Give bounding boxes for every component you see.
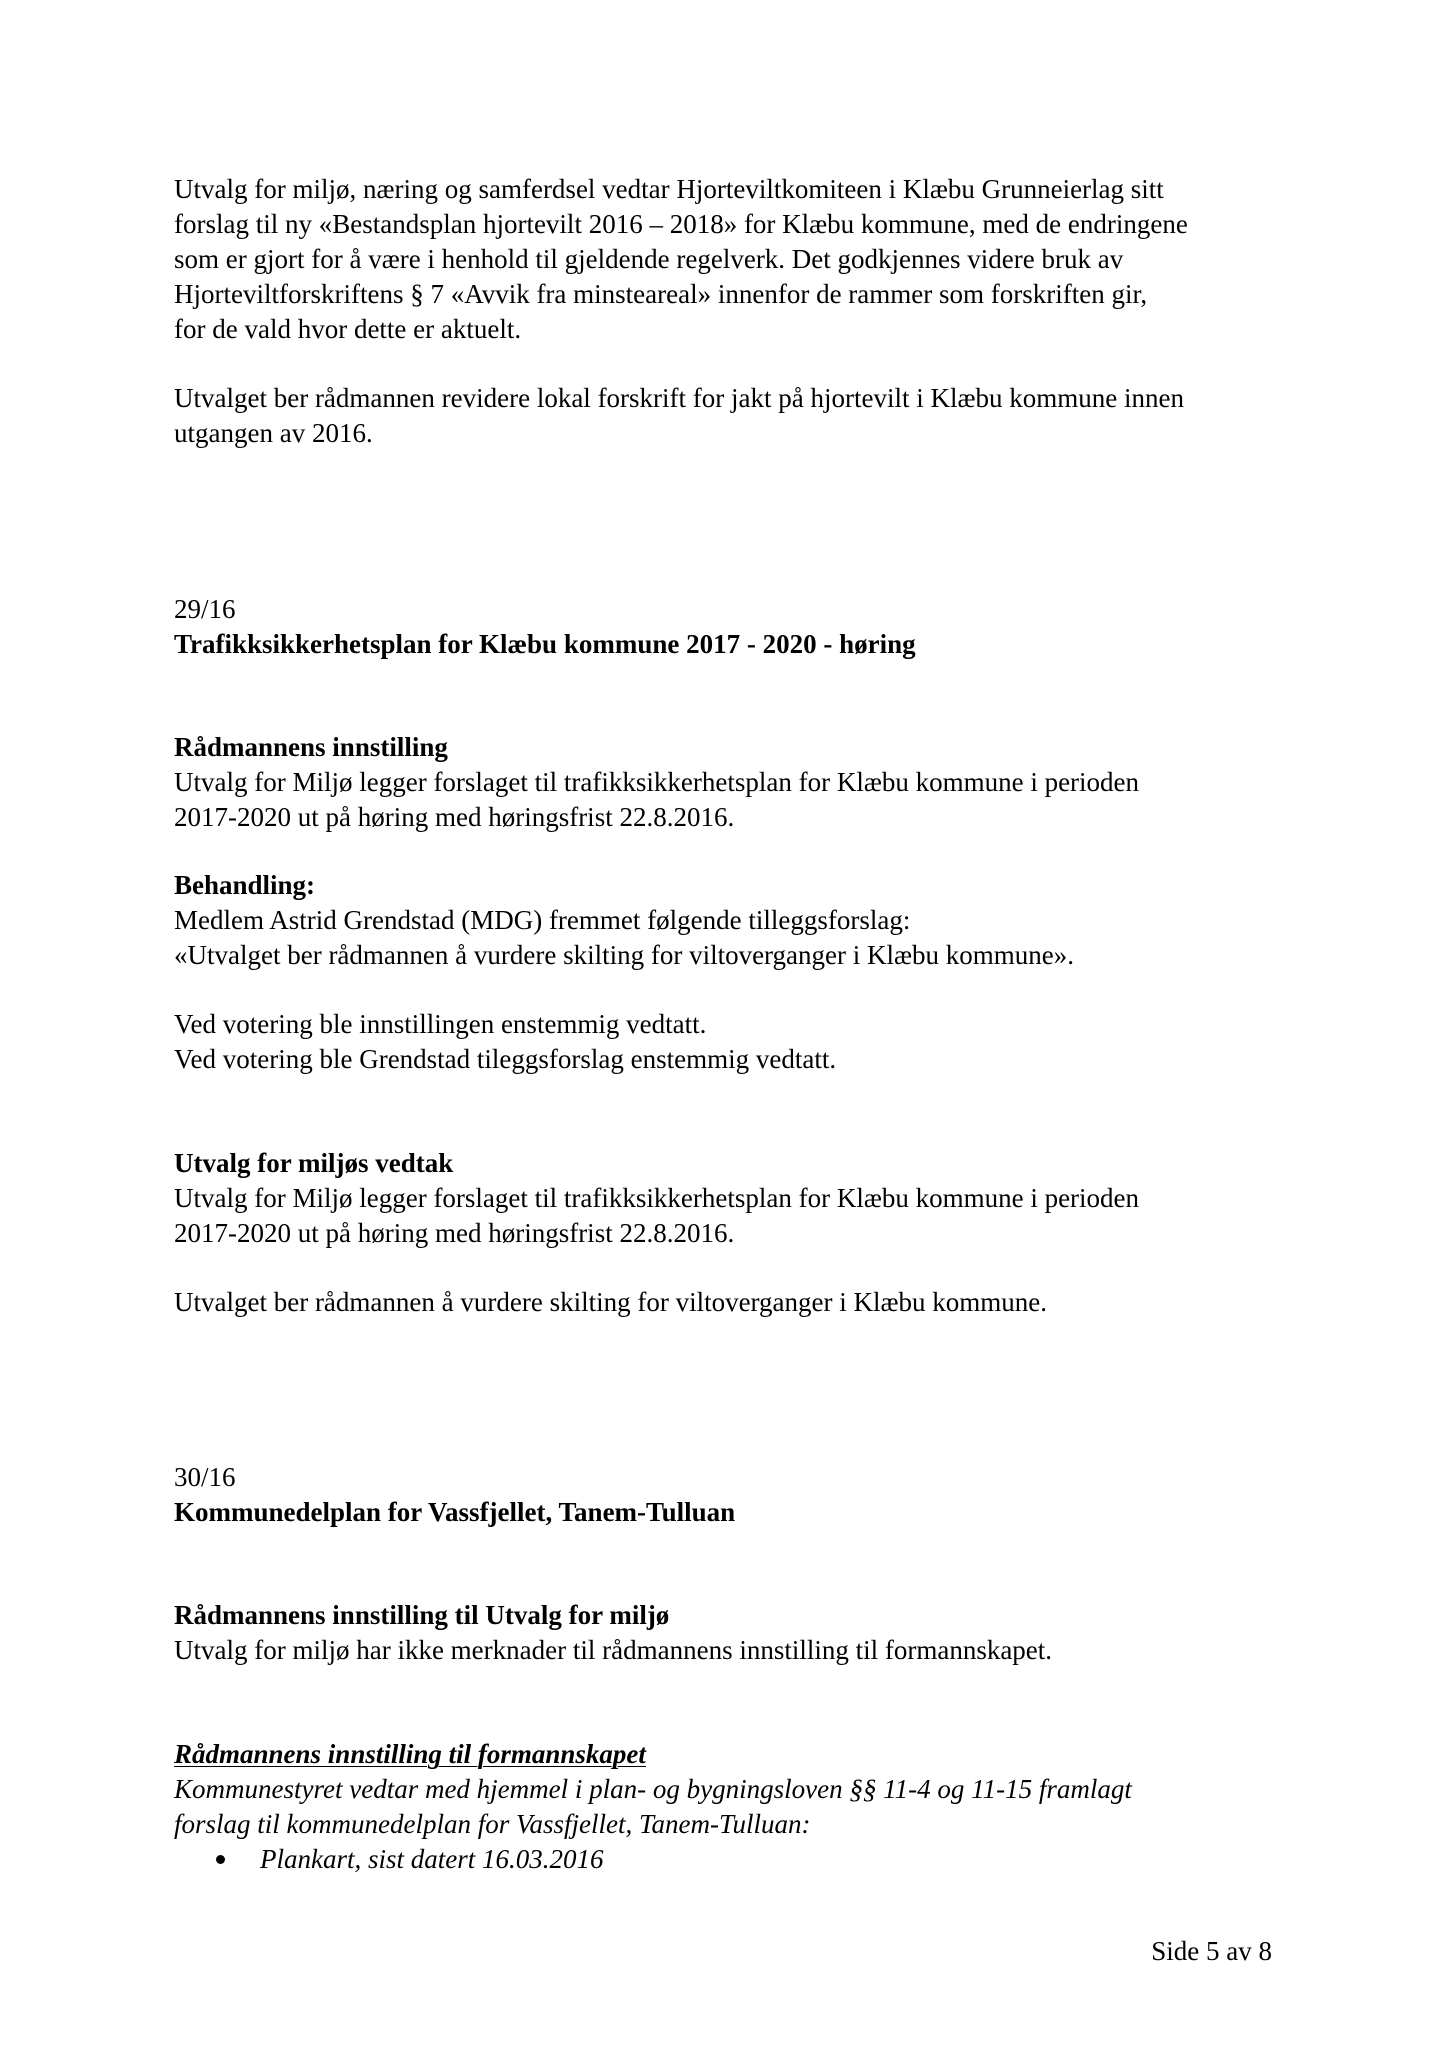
item-number-text: 29/16 bbox=[174, 594, 236, 624]
recommendation-30-text: Utvalg for miljø har ikke merknader til rådmannens innstilling til formannskapet. bbox=[174, 1635, 1053, 1665]
heading-case-30 bbox=[174, 1495, 1304, 1530]
p-decision-29 bbox=[174, 1181, 1304, 1251]
heading-radmannens-innstilling-miljo bbox=[174, 1598, 1304, 1633]
decision-heading-text: Utvalg for miljøs vedtak bbox=[174, 1148, 454, 1178]
recommendation-30-heading-text: Rådmannens innstilling til Utvalg for miljø bbox=[174, 1600, 670, 1630]
p-decision-extra-29 bbox=[174, 1285, 1304, 1320]
rec-line-1: Utvalg for Miljø legger forslaget til trafikksikkerhetsplan for Klæbu kommune i perioden bbox=[174, 767, 1140, 797]
p1-line-3: som er gjort for å være i henhold til gjeldende regelverk. Det godkjennes videre bruk av bbox=[174, 244, 1124, 274]
vote-line-1: Ved votering ble innstillingen enstemmig vedtatt. bbox=[174, 1009, 707, 1039]
bullet-text: Plankart, sist datert 16.03.2016 bbox=[260, 1844, 604, 1874]
dec-line-1: Utvalg for Miljø legger forslaget til trafikksikkerhetsplan for Klæbu kommune i perioden bbox=[174, 1183, 1140, 1213]
vote-line-2: Ved votering ble Grendstad tileggsforslag enstemmig vedtatt. bbox=[174, 1044, 837, 1074]
heading-innstilling-formannskapet bbox=[174, 1737, 1304, 1772]
p1-line-4: Hjorteviltforskriftens § 7 «Avvik fra minsteareal» innenfor de rammer som forskriften gir, bbox=[174, 279, 1148, 309]
p2-line-2: utgangen av 2016. bbox=[174, 418, 373, 448]
item-number-30 bbox=[174, 1460, 1304, 1495]
recommendation-heading-text: Rådmannens innstilling bbox=[174, 732, 448, 762]
p-treatment-29 bbox=[174, 903, 1304, 973]
council-line-2: forslag til kommunedelplan for Vassfjellet, Tanem-Tulluan: bbox=[174, 1809, 811, 1839]
decision-extra-text: Utvalget ber rådmannen å vurdere skilting for viltoverganger i Klæbu kommune. bbox=[174, 1287, 1048, 1317]
intro-paragraph-1 bbox=[174, 172, 1304, 347]
p1-line-5: for de vald hvor dette er aktuelt. bbox=[174, 314, 522, 344]
dec-line-2: 2017-2020 ut på høring med høringsfrist 22.8.2016. bbox=[174, 1218, 735, 1248]
p-recommendation-30 bbox=[174, 1633, 1304, 1668]
item-number-29 bbox=[174, 592, 1304, 627]
item-number-text: 30/16 bbox=[174, 1462, 236, 1492]
p1-line-2: forslag til ny «Bestandsplan hjortevilt 2016 – 2018» for Klæbu kommune, med de endringene bbox=[174, 209, 1188, 239]
case-29-title: Trafikksikkerhetsplan for Klæbu kommune 2017 - 2020 - høring bbox=[174, 629, 916, 659]
heading-behandling bbox=[174, 868, 1304, 903]
treat-line-2: «Utvalget ber rådmannen å vurdere skilting for viltoverganger i Klæbu kommune». bbox=[174, 940, 1075, 970]
p1-line-1: Utvalg for miljø, næring og samferdsel vedtar Hjorteviltkomiteen i Klæbu Grunneierlag sitt bbox=[174, 174, 1164, 204]
council-heading-text: Rådmannens innstilling til formannskapet bbox=[174, 1739, 646, 1769]
case-30-title: Kommunedelplan for Vassfjellet, Tanem-Tulluan bbox=[174, 1497, 736, 1527]
heading-utvalg-vedtak bbox=[174, 1146, 1304, 1181]
rec-line-2: 2017-2020 ut på høring med høringsfrist 22.8.2016. bbox=[174, 802, 735, 832]
p2-line-1: Utvalget ber rådmannen revidere lokal forskrift for jakt på hjortevilt i Klæbu kommune innen bbox=[174, 383, 1184, 413]
p-voting-29 bbox=[174, 1007, 1304, 1077]
heading-case-29 bbox=[174, 627, 1304, 662]
heading-radmannens-innstilling bbox=[174, 730, 1304, 765]
p-recommendation-29 bbox=[174, 765, 1304, 835]
council-line-1: Kommunestyret vedtar med hjemmel i plan- og bygningsloven §§ 11-4 og 11-15 framlagt bbox=[174, 1774, 1132, 1804]
treat-line-1: Medlem Astrid Grendstad (MDG) fremmet følgende tilleggsforslag: bbox=[174, 905, 911, 935]
p-council-30 bbox=[174, 1772, 1304, 1842]
page-number: Side 5 av 8 bbox=[1151, 1936, 1272, 1966]
intro-paragraph-2 bbox=[174, 381, 1304, 451]
treatment-heading-text: Behandling: bbox=[174, 870, 316, 900]
bullet-dot-icon bbox=[216, 1855, 225, 1864]
